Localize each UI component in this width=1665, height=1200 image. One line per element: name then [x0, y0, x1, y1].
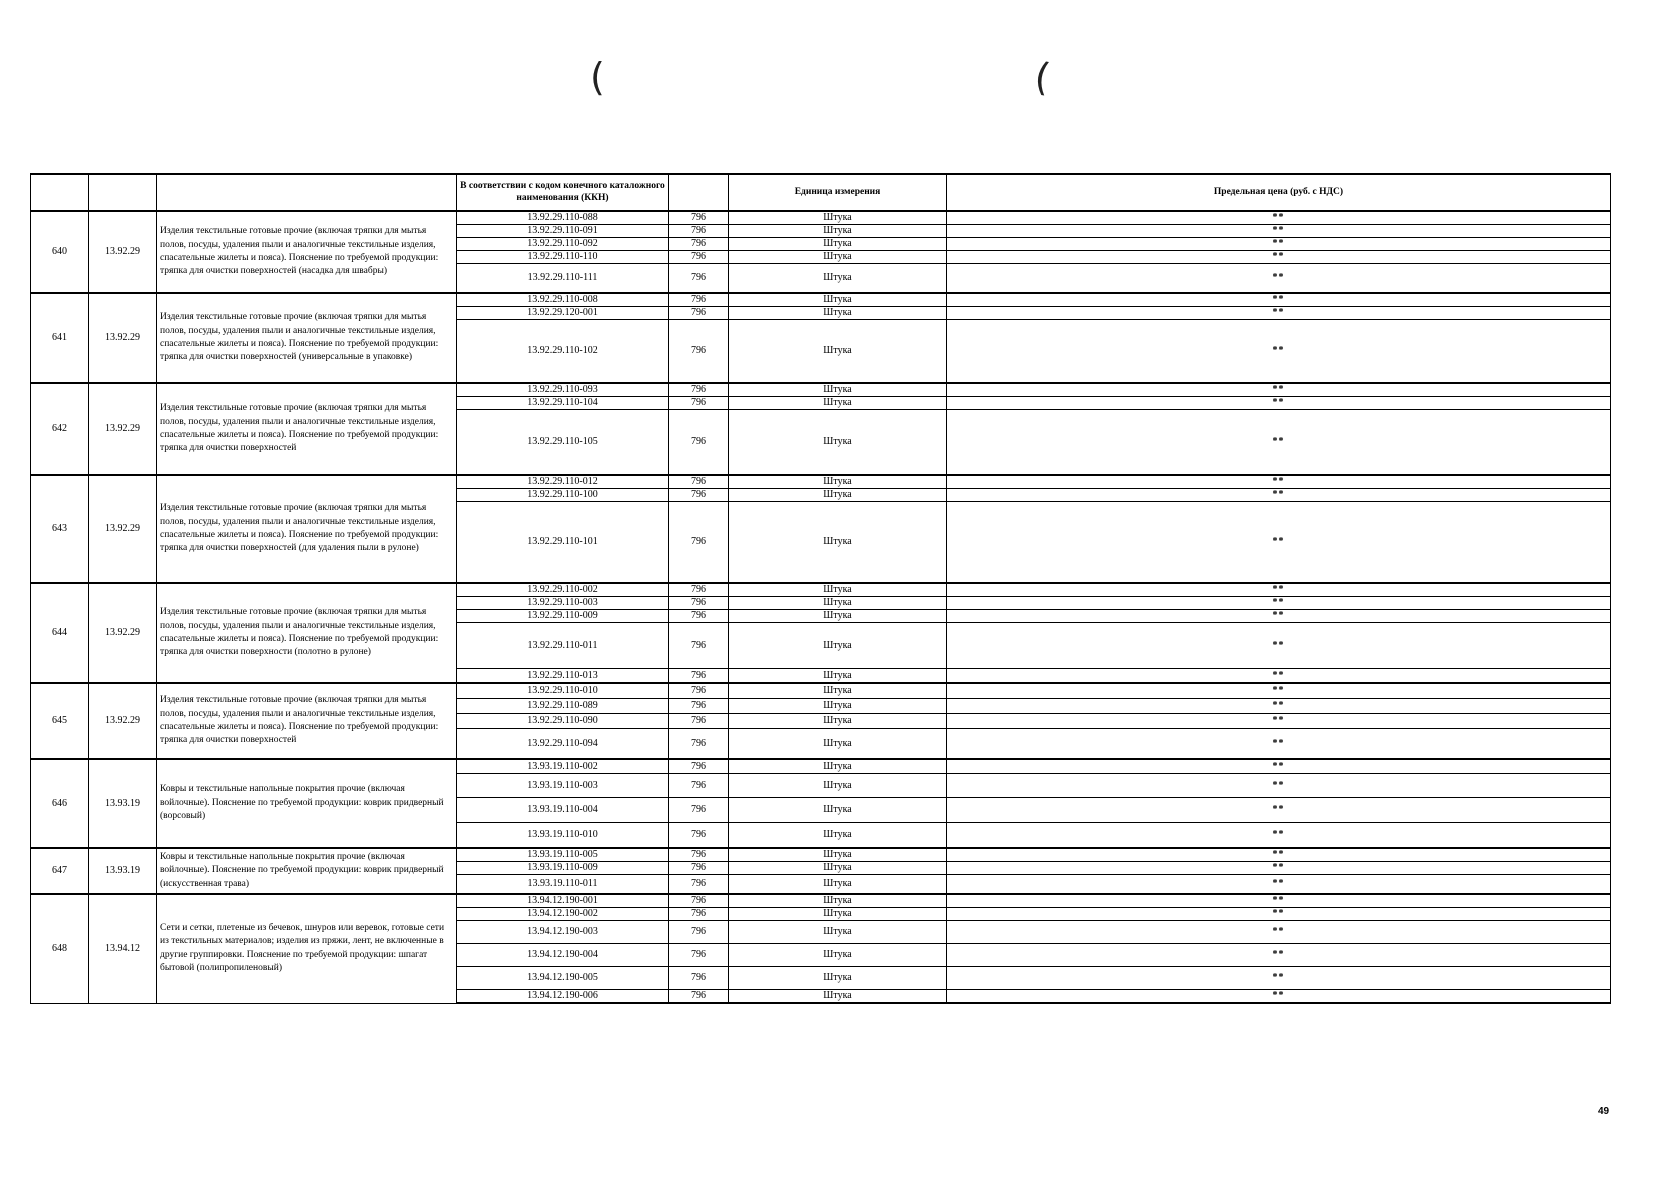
unit-of-measure: Штука — [729, 597, 947, 610]
header-col-2 — [89, 174, 157, 211]
item-number: 645 — [31, 683, 89, 759]
catalog-code: 13.92.29.110-013 — [457, 669, 669, 684]
unit-of-measure: Штука — [729, 944, 947, 967]
product-description: Изделия текстильные готовые прочие (включая тряпки для мытья полов, посуды, удаления пыли и аналогичные текстильные изделия, спасательные жилеты и пояса). Пояснение по требуемой продукции: тряпка для очистки поверхностей (для удаления пыли в рулоне) — [157, 475, 457, 583]
max-price: ** — [947, 823, 1611, 849]
item-number: 643 — [31, 475, 89, 583]
item-number: 646 — [31, 759, 89, 848]
product-description: Ковры и текстильные напольные покрытия прочие (включая войлочные). Пояснение по требуемой продукции: коврик придверный (ворсовый) — [157, 759, 457, 848]
max-price: ** — [947, 714, 1611, 729]
okei-code: 796 — [669, 894, 729, 908]
unit-of-measure: Штука — [729, 823, 947, 849]
okpd-code: 13.92.29 — [89, 683, 157, 759]
unit-of-measure: Штука — [729, 894, 947, 908]
max-price: ** — [947, 875, 1611, 895]
catalog-code: 13.92.29.110-092 — [457, 238, 669, 251]
unit-of-measure: Штука — [729, 238, 947, 251]
product-description: Ковры и текстильные напольные покрытия прочие (включая войлочные). Пояснение по требуемой продукции: коврик придверный (искусственная трава) — [157, 848, 457, 894]
max-price: ** — [947, 320, 1611, 384]
okei-code: 796 — [669, 264, 729, 294]
unit-of-measure: Штука — [729, 623, 947, 669]
table-row — [31, 894, 1611, 908]
unit-of-measure: Штука — [729, 699, 947, 714]
unit-of-measure: Штука — [729, 669, 947, 684]
max-price: ** — [947, 798, 1611, 823]
unit-of-measure: Штука — [729, 264, 947, 294]
unit-of-measure: Штука — [729, 774, 947, 798]
okei-code: 796 — [669, 908, 729, 921]
item-number: 647 — [31, 848, 89, 894]
okei-code: 796 — [669, 823, 729, 849]
unit-of-measure: Штука — [729, 397, 947, 410]
okei-code: 796 — [669, 848, 729, 862]
okei-code: 796 — [669, 251, 729, 264]
max-price: ** — [947, 699, 1611, 714]
unit-of-measure: Штука — [729, 610, 947, 623]
table-row — [31, 683, 1611, 699]
unit-of-measure: Штука — [729, 475, 947, 489]
catalog-code: 13.92.29.110-091 — [457, 225, 669, 238]
header-col-3 — [157, 174, 457, 211]
max-price: ** — [947, 623, 1611, 669]
catalog-code: 13.93.19.110-005 — [457, 848, 669, 862]
catalog-code: 13.92.29.110-105 — [457, 410, 669, 476]
catalog-code: 13.92.29.110-010 — [457, 683, 669, 699]
okei-code: 796 — [669, 798, 729, 823]
catalog-code: 13.92.29.110-011 — [457, 623, 669, 669]
max-price: ** — [947, 502, 1611, 584]
page-number: 49 — [1598, 1106, 1610, 1117]
item-number: 648 — [31, 894, 89, 1003]
catalog-code: 13.92.29.110-093 — [457, 383, 669, 397]
unit-of-measure: Штука — [729, 293, 947, 307]
catalog-code: 13.94.12.190-004 — [457, 944, 669, 967]
unit-of-measure: Штука — [729, 489, 947, 502]
okei-code: 796 — [669, 990, 729, 1004]
okei-code: 796 — [669, 683, 729, 699]
unit-of-measure: Штука — [729, 583, 947, 597]
unit-of-measure: Штука — [729, 908, 947, 921]
catalog-code: 13.92.29.110-088 — [457, 211, 669, 225]
scan-mark-right: ( — [1032, 54, 1053, 100]
table-header-row — [31, 174, 1611, 211]
okpd-code: 13.92.29 — [89, 383, 157, 475]
okei-code: 796 — [669, 714, 729, 729]
okei-code: 796 — [669, 774, 729, 798]
catalog-code: 13.92.29.110-003 — [457, 597, 669, 610]
okei-code: 796 — [669, 597, 729, 610]
okei-code: 796 — [669, 944, 729, 967]
unit-of-measure: Штука — [729, 990, 947, 1004]
max-price: ** — [947, 669, 1611, 684]
max-price: ** — [947, 990, 1611, 1004]
okei-code: 796 — [669, 211, 729, 225]
catalog-code: 13.93.19.110-011 — [457, 875, 669, 895]
table-row — [31, 759, 1611, 774]
table-row — [31, 583, 1611, 597]
okpd-code: 13.92.29 — [89, 475, 157, 583]
max-price: ** — [947, 894, 1611, 908]
max-price: ** — [947, 307, 1611, 320]
catalog-code: 13.94.12.190-002 — [457, 908, 669, 921]
unit-of-measure: Штука — [729, 848, 947, 862]
max-price: ** — [947, 610, 1611, 623]
max-price: ** — [947, 967, 1611, 990]
okpd-code: 13.92.29 — [89, 583, 157, 683]
okpd-code: 13.94.12 — [89, 894, 157, 1003]
catalog-code: 13.92.29.110-094 — [457, 729, 669, 760]
catalog-code: 13.92.29.110-089 — [457, 699, 669, 714]
okei-code: 796 — [669, 583, 729, 597]
okei-code: 796 — [669, 669, 729, 684]
unit-of-measure: Штука — [729, 967, 947, 990]
product-description: Сети и сетки, плетеные из бечевок, шнуров или веревок, готовые сети из текстильных материалов; изделия из пряжи, лент, не включенные в другие группировки. Пояснение по требуемой продукции: шпагат бытовой (полипропиленовый) — [157, 894, 457, 1003]
catalog-code: 13.92.29.110-009 — [457, 610, 669, 623]
okei-code: 796 — [669, 489, 729, 502]
unit-of-measure: Штука — [729, 921, 947, 944]
catalog-code: 13.94.12.190-006 — [457, 990, 669, 1004]
okpd-code: 13.92.29 — [89, 211, 157, 293]
max-price: ** — [947, 383, 1611, 397]
okei-code: 796 — [669, 862, 729, 875]
table-row — [31, 211, 1611, 225]
okei-code: 796 — [669, 921, 729, 944]
okei-code: 796 — [669, 623, 729, 669]
max-price: ** — [947, 293, 1611, 307]
okei-code: 796 — [669, 307, 729, 320]
okpd-code: 13.93.19 — [89, 848, 157, 894]
max-price: ** — [947, 238, 1611, 251]
catalog-code: 13.94.12.190-005 — [457, 967, 669, 990]
unit-of-measure: Штука — [729, 502, 947, 584]
catalog-code: 13.92.29.110-002 — [457, 583, 669, 597]
max-price: ** — [947, 489, 1611, 502]
okei-code: 796 — [669, 238, 729, 251]
catalog-code: 13.94.12.190-001 — [457, 894, 669, 908]
max-price: ** — [947, 225, 1611, 238]
header-price: Предельная цена (руб. с НДС) — [947, 174, 1611, 211]
max-price: ** — [947, 848, 1611, 862]
max-price: ** — [947, 597, 1611, 610]
table-row — [31, 293, 1611, 307]
unit-of-measure: Штука — [729, 251, 947, 264]
table-row — [31, 475, 1611, 489]
max-price: ** — [947, 583, 1611, 597]
okei-code: 796 — [669, 410, 729, 476]
catalog-code: 13.92.29.110-104 — [457, 397, 669, 410]
product-description: Изделия текстильные готовые прочие (включая тряпки для мытья полов, посуды, удаления пыли и аналогичные текстильные изделия, спасательные жилеты и пояса). Пояснение по требуемой продукции: тряпка для очистки поверхностей (насадка для швабры) — [157, 211, 457, 293]
okei-code: 796 — [669, 699, 729, 714]
max-price: ** — [947, 862, 1611, 875]
okei-code: 796 — [669, 502, 729, 584]
catalog-code: 13.93.19.110-009 — [457, 862, 669, 875]
table-row — [31, 848, 1611, 862]
scan-mark-left: ( — [590, 55, 605, 99]
max-price: ** — [947, 410, 1611, 476]
product-description: Изделия текстильные готовые прочие (включая тряпки для мытья полов, посуды, удаления пыли и аналогичные текстильные изделия, спасательные жилеты и пояса). Пояснение по требуемой продукции: тряпка для очистки поверхностей — [157, 683, 457, 759]
max-price: ** — [947, 264, 1611, 294]
item-number: 640 — [31, 211, 89, 293]
catalog-code: 13.92.29.110-111 — [457, 264, 669, 294]
catalog-code: 13.92.29.110-100 — [457, 489, 669, 502]
catalog-code: 13.92.29.110-101 — [457, 502, 669, 584]
price-table — [30, 173, 1611, 1004]
unit-of-measure: Штука — [729, 875, 947, 895]
table-body — [31, 211, 1611, 1003]
table-row — [31, 383, 1611, 397]
okei-code: 796 — [669, 475, 729, 489]
catalog-code: 13.92.29.110-008 — [457, 293, 669, 307]
okei-code: 796 — [669, 610, 729, 623]
header-col-5 — [669, 174, 729, 211]
catalog-code: 13.92.29.110-090 — [457, 714, 669, 729]
catalog-code: 13.93.19.110-002 — [457, 759, 669, 774]
product-description: Изделия текстильные готовые прочие (включая тряпки для мытья полов, посуды, удаления пыли и аналогичные текстильные изделия, спасательные жилеты и пояса). Пояснение по требуемой продукции: тряпка для очистки поверхностей (универсальные в упаковке) — [157, 293, 457, 383]
item-number: 644 — [31, 583, 89, 683]
header-unit: Единица измерения — [729, 174, 947, 211]
okei-code: 796 — [669, 875, 729, 895]
unit-of-measure: Штука — [729, 759, 947, 774]
product-description: Изделия текстильные готовые прочие (включая тряпки для мытья полов, посуды, удаления пыли и аналогичные текстильные изделия, спасательные жилеты и пояса). Пояснение по требуемой продукции: тряпка для очистки поверхностей — [157, 383, 457, 475]
unit-of-measure: Штука — [729, 225, 947, 238]
unit-of-measure: Штука — [729, 410, 947, 476]
catalog-code: 13.92.29.110-102 — [457, 320, 669, 384]
max-price: ** — [947, 944, 1611, 967]
item-number: 641 — [31, 293, 89, 383]
okei-code: 796 — [669, 759, 729, 774]
unit-of-measure: Штука — [729, 383, 947, 397]
okei-code: 796 — [669, 293, 729, 307]
unit-of-measure: Штука — [729, 211, 947, 225]
okei-code: 796 — [669, 397, 729, 410]
max-price: ** — [947, 908, 1611, 921]
okpd-code: 13.92.29 — [89, 293, 157, 383]
okei-code: 796 — [669, 967, 729, 990]
catalog-code: 13.94.12.190-003 — [457, 921, 669, 944]
max-price: ** — [947, 397, 1611, 410]
catalog-code: 13.92.29.110-012 — [457, 475, 669, 489]
okei-code: 796 — [669, 729, 729, 760]
okpd-code: 13.93.19 — [89, 759, 157, 848]
catalog-code: 13.93.19.110-003 — [457, 774, 669, 798]
catalog-code: 13.92.29.120-001 — [457, 307, 669, 320]
catalog-code: 13.93.19.110-010 — [457, 823, 669, 849]
unit-of-measure: Штука — [729, 862, 947, 875]
max-price: ** — [947, 251, 1611, 264]
max-price: ** — [947, 683, 1611, 699]
okei-code: 796 — [669, 383, 729, 397]
catalog-code: 13.92.29.110-110 — [457, 251, 669, 264]
max-price: ** — [947, 774, 1611, 798]
unit-of-measure: Штука — [729, 320, 947, 384]
item-number: 642 — [31, 383, 89, 475]
unit-of-measure: Штука — [729, 729, 947, 760]
unit-of-measure: Штука — [729, 798, 947, 823]
product-description: Изделия текстильные готовые прочие (включая тряпки для мытья полов, посуды, удаления пыли и аналогичные текстильные изделия, спасательные жилеты и пояса). Пояснение по требуемой продукции: тряпка для очистки поверхности (полотно в рулоне) — [157, 583, 457, 683]
unit-of-measure: Штука — [729, 714, 947, 729]
header-col-1 — [31, 174, 89, 211]
header-code: В соответствии с кодом конечного каталожного наименования (ККН) — [457, 174, 669, 211]
okei-code: 796 — [669, 320, 729, 384]
max-price: ** — [947, 921, 1611, 944]
catalog-code: 13.93.19.110-004 — [457, 798, 669, 823]
max-price: ** — [947, 475, 1611, 489]
okei-code: 796 — [669, 225, 729, 238]
max-price: ** — [947, 729, 1611, 760]
max-price: ** — [947, 211, 1611, 225]
unit-of-measure: Штука — [729, 307, 947, 320]
max-price: ** — [947, 759, 1611, 774]
unit-of-measure: Штука — [729, 683, 947, 699]
